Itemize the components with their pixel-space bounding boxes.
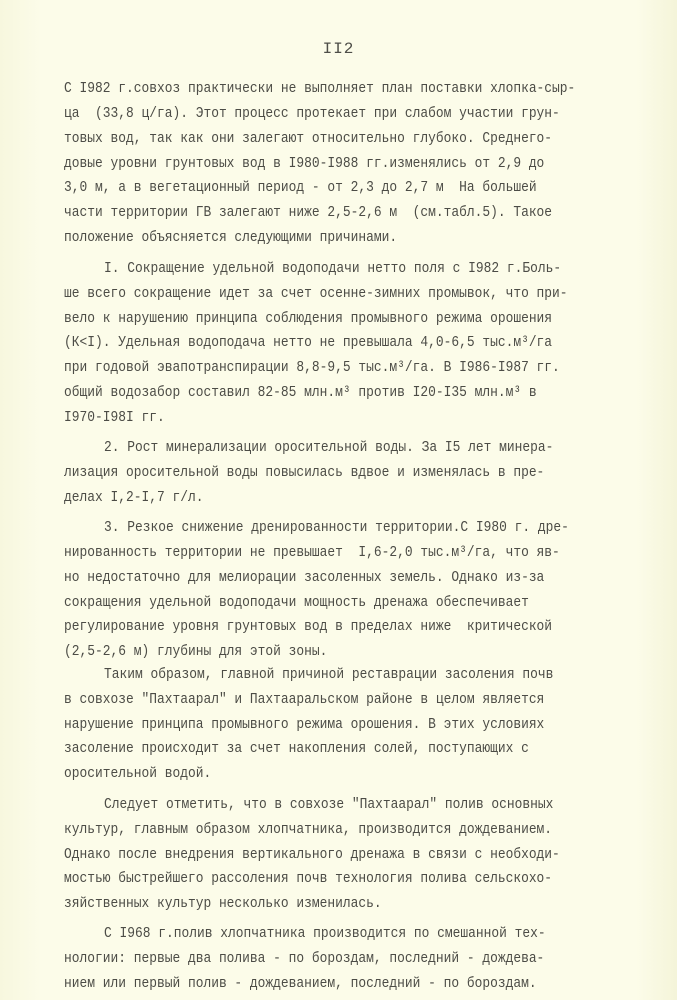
page-number: II2 [322,40,355,58]
text-line: товых вод, так как они залегают относительно глубоко. Среднего- [64,129,553,147]
text-line: нированность территории не превышает I,6-2,0 тыс.м³/га, что яв- [64,543,560,561]
text-line: делах I,2-I,7 г/л. [64,488,204,506]
text-line: регулирование уровня грунтовых вод в пределах ниже критической [64,617,553,635]
text-line: (К<I). Удельная водоподача нетто не превышала 4,0-6,5 тыс.м³/га [64,333,553,351]
text-line: нологии: первые два полива - по бороздам, последний - дождева- [64,949,545,967]
text-line: Однако после внедрения вертикального дренажа в связи с необходи- [64,845,560,863]
text-line: оросительной водой. [64,764,212,782]
text-line: части территории ГВ залегают ниже 2,5-2,6 м (см.табл.5). Такое [64,203,553,221]
text-line: зяйственных культур несколько изменилась. [64,894,382,912]
text-line: культур, главным образом хлопчатника, производится дождеванием. [64,820,553,838]
text-line: Таким образом, главной причиной реставрации засоления почв [104,665,554,683]
text-line: 2. Рост минерализации оросительной воды. За I5 лет минера- [104,438,554,456]
text-line: 3. Резкое снижение дренированности территории.С I980 г. дре- [104,518,569,536]
text-line: засоление происходит за счет накопления солей, поступающих с [64,739,529,757]
text-line: С I968 г.полив хлопчатника производится по смешанной тех- [104,924,546,942]
text-line: ше всего сокращение идет за счет осенне-зимних промывок, что при- [64,284,568,302]
text-line: мостью быстрейшего рассоления почв технология полива сельскохо- [64,869,553,887]
text-line: 3,0 м, а в вегетационный период - от 2,3 до 2,7 м На большей [64,178,537,196]
text-line: нарушение принципа промывного режима орошения. В этих условиях [64,715,545,733]
text-line: довые уровни грунтовых вод в I980-I988 гг.изменялись от 2,9 до [64,154,545,172]
text-line: сокращения удельной водоподачи мощность дренажа обеспечивает [64,593,529,611]
text-line: при годовой эвапотранспирации 8,8-9,5 тыс.м³/га. В I986-I987 гг. [64,358,560,376]
text-line: вело к нарушению принципа соблюдения промывного режима орошения [64,309,553,327]
text-line: ца (33,8 ц/га). Этот процесс протекает при слабом участии грун- [64,104,560,122]
text-line: в совхозе "Пахтаарал" и Пахтааральском районе в целом является [64,690,545,708]
text-line: общий водозабор составил 82-85 млн.м³ против I20-I35 млн.м³ в [64,383,537,401]
text-line: лизация оросительной воды повысилась вдвое и изменялась в пре- [64,463,545,481]
text-line: I. Сокращение удельной водоподачи нетто поля с I982 г.Боль- [104,259,562,277]
text-line: но недостаточно для мелиорации засоленных земель. Однако из-за [64,568,545,586]
text-line: положение объясняется следующими причинами. [64,228,398,246]
text-line: Следует отметить, что в совхозе "Пахтаарал" полив основных [104,795,554,813]
text-line: I970-I98I гг. [64,408,165,426]
text-line: нием или первый полив - дождеванием, последний - по бороздам. [64,974,537,992]
text-line: (2,5-2,6 м) глубины для этой зоны. [64,642,328,660]
text-line: С I982 г.совхоз практически не выполняет план поставки хлопка-сыр- [64,79,576,97]
